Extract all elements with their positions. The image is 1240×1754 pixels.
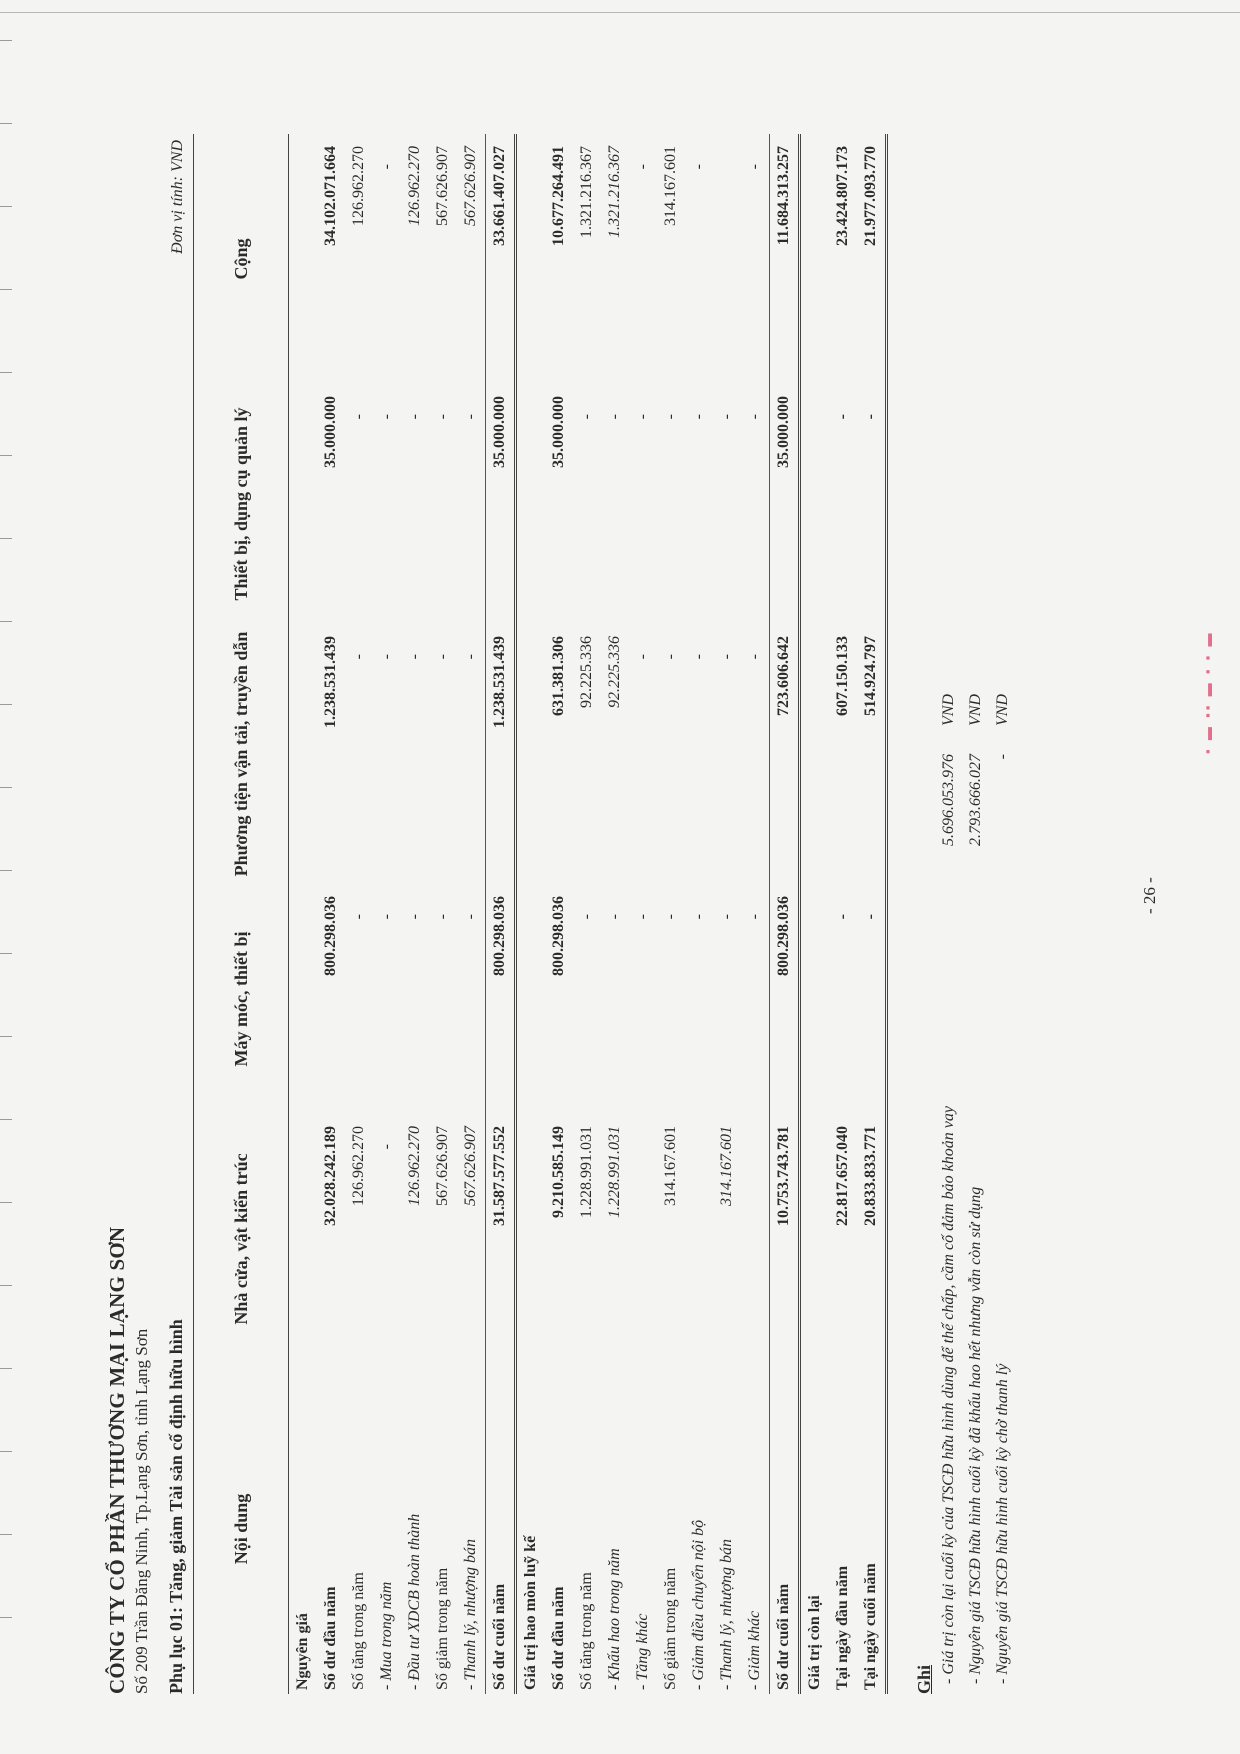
cell-value: - <box>662 414 679 420</box>
row-label: Số tăng trong năm <box>350 1572 367 1690</box>
cell-value: - <box>662 914 679 920</box>
row-label: - Tăng khác <box>634 1613 651 1690</box>
note-text: - Giá trị còn lại cuối kỳ của TSCĐ hữu hình dùng để thế chấp, cầm cố đảm bảo khoản vay <box>939 1106 957 1684</box>
cell-value: 514.924.797 <box>857 624 887 884</box>
cell-value: 126.962.270 <box>406 1126 423 1206</box>
row-label: Số tăng trong năm <box>578 1572 595 1690</box>
cell-value: - <box>690 414 707 420</box>
cell-value <box>289 134 318 384</box>
cell-value: - <box>606 914 623 920</box>
note-text: - Nguyên giá TSCĐ hữu hình cuối kỳ chờ thanh lý <box>993 1363 1011 1684</box>
cell-value: - <box>746 164 763 170</box>
notes-title: Ghi <box>914 1664 934 1694</box>
cell-value <box>741 1114 770 1364</box>
table-section-row <box>289 134 318 1694</box>
cell-value: - <box>690 914 707 920</box>
col-header-office-equipment: Thiết bị, dụng cụ quản lý <box>194 384 289 624</box>
row-label: Nguyên giá <box>294 1613 311 1690</box>
row-label: Tại ngày cuối năm <box>857 1364 887 1694</box>
table-row <box>317 134 345 1694</box>
cell-value <box>800 384 830 624</box>
row-label: - Thanh lý, nhượng bán <box>718 1538 735 1690</box>
cell-value: 631.381.306 <box>550 636 567 716</box>
cell-value: - <box>350 654 367 660</box>
cell-value: 21.977.093.770 <box>857 134 887 384</box>
cell-value <box>289 1114 318 1364</box>
cell-value: 314.167.601 <box>662 1126 679 1206</box>
cell-value: - <box>578 914 595 920</box>
table-row <box>741 134 770 1694</box>
table-row <box>629 134 657 1694</box>
cell-value: - <box>634 164 651 170</box>
cell-value <box>629 1114 657 1364</box>
cell-value: - <box>857 384 887 624</box>
cell-value: - <box>746 654 763 660</box>
cell-value: - <box>406 654 423 660</box>
cell-value: 126.962.270 <box>406 146 423 226</box>
cell-value: - <box>634 654 651 660</box>
table-row <box>601 134 629 1694</box>
cell-value: 34.102.071.664 <box>322 146 339 246</box>
row-label: Giá trị còn lại <box>806 1595 823 1690</box>
cell-value: 800.298.036 <box>770 884 800 1114</box>
cell-value: - <box>434 414 451 420</box>
note-value: - <box>993 754 1011 760</box>
cell-value: - <box>662 654 679 660</box>
row-label: Giá trị hao mòn luỹ kế <box>522 1535 539 1690</box>
cell-value: - <box>834 914 851 920</box>
table-section-row <box>516 134 546 1694</box>
cell-value <box>800 134 830 384</box>
cell-value: - <box>350 914 367 920</box>
cell-value: 607.150.133 <box>834 636 851 716</box>
table-row <box>457 134 486 1694</box>
page-content <box>105 134 1016 1694</box>
cell-value: 35.000.000 <box>322 396 339 468</box>
note-value: 2.793.666.027 <box>966 754 984 846</box>
cell-value: 92.225.336 <box>606 636 623 708</box>
note-unit: VND <box>993 694 1011 726</box>
row-label: - Giảm điều chuyển nội bộ <box>690 1519 707 1690</box>
cell-value: 92.225.336 <box>578 636 595 708</box>
cell-value <box>800 624 830 884</box>
appendix-title: Phụ lục 01: Tăng, giảm Tài sản cố định hữu hình <box>166 1319 186 1694</box>
cell-value <box>685 1114 713 1364</box>
note-row <box>935 134 962 1694</box>
cell-value: 1.228.991.031 <box>606 1126 623 1218</box>
col-header-vehicles: Phương tiện vận tải, truyền dẫn <box>194 624 289 884</box>
cell-value: - <box>462 654 479 660</box>
cell-value: 800.298.036 <box>486 884 516 1114</box>
notes-section <box>914 134 1016 1694</box>
table-row <box>345 134 373 1694</box>
cell-value: - <box>606 414 623 420</box>
cell-value: - <box>378 654 395 660</box>
fixed-assets-table <box>193 134 888 1694</box>
cell-value <box>289 384 318 624</box>
row-label: Tại ngày đầu năm <box>834 1565 851 1690</box>
table-body <box>289 134 887 1694</box>
table-row <box>685 134 713 1694</box>
cell-value: - <box>634 414 651 420</box>
table-row <box>713 134 741 1694</box>
cell-value: 567.626.907 <box>434 1126 451 1206</box>
cell-value <box>713 134 741 384</box>
table-row <box>829 134 857 1694</box>
cell-value: 10.677.264.491 <box>550 146 567 246</box>
cell-value: - <box>746 414 763 420</box>
cell-value: - <box>690 164 707 170</box>
cell-value: 35.000.000 <box>486 384 516 624</box>
table-header-row <box>194 134 289 1694</box>
row-label: - Đầu tư XDCB hoàn thành <box>406 1513 423 1690</box>
row-label: Số dư cuối năm <box>486 1364 516 1694</box>
note-row <box>962 134 989 1694</box>
table-row <box>486 134 516 1694</box>
cell-value: - <box>434 914 451 920</box>
cell-value: - <box>718 414 735 420</box>
cell-value: 9.210.585.149 <box>550 1126 567 1218</box>
table-row <box>401 134 429 1694</box>
cell-value <box>289 624 318 884</box>
cell-value: 22.817.657.040 <box>834 1126 851 1226</box>
cell-value: - <box>718 914 735 920</box>
table-row <box>429 134 457 1694</box>
cell-value: 126.962.270 <box>350 1126 367 1206</box>
col-header-buildings: Nhà cửa, vật kiến trúc <box>194 1114 289 1364</box>
table-row <box>545 134 573 1694</box>
row-label: Số dư đầu năm <box>322 1586 339 1690</box>
cell-value <box>289 884 318 1114</box>
cell-value: - <box>406 414 423 420</box>
cell-value: 126.962.270 <box>350 146 367 226</box>
cell-value: 31.587.577.552 <box>486 1114 516 1364</box>
table-row <box>657 134 685 1694</box>
cell-value: 567.626.907 <box>462 146 479 226</box>
cell-value: 800.298.036 <box>550 896 567 976</box>
cell-value: 33.661.407.027 <box>486 134 516 384</box>
col-header-total: Cộng <box>194 134 289 384</box>
row-label: Số giảm trong năm <box>434 1567 451 1690</box>
cell-value: - <box>462 914 479 920</box>
row-label: - Mua trong năm <box>378 1581 395 1690</box>
cell-value: 20.833.833.771 <box>857 1114 887 1364</box>
cell-value <box>516 884 546 1114</box>
cell-value <box>800 884 830 1114</box>
page-number: - 26 - <box>1140 877 1159 914</box>
col-header-machinery: Máy móc, thiết bị <box>194 884 289 1114</box>
cell-value: - <box>634 914 651 920</box>
table-row <box>573 134 601 1694</box>
row-label: Số dư cuối năm <box>770 1364 800 1694</box>
cell-value: - <box>378 414 395 420</box>
cell-value: 1.321.216.367 <box>578 146 595 238</box>
cell-value: - <box>462 414 479 420</box>
cell-value: 723.606.642 <box>770 624 800 884</box>
cell-value <box>800 1114 830 1364</box>
cell-value: 1.321.216.367 <box>606 146 623 238</box>
cell-value: 1.228.991.031 <box>578 1126 595 1218</box>
cell-value: 800.298.036 <box>322 896 339 976</box>
company-name: CÔNG TY CỔ PHẦN THƯƠNG MẠI LẠNG SƠN <box>105 1226 129 1694</box>
cell-value: - <box>434 654 451 660</box>
cell-value: - <box>350 414 367 420</box>
cell-value: - <box>718 654 735 660</box>
table-row <box>857 134 887 1694</box>
table-row <box>770 134 800 1694</box>
cell-value: 32.028.242.189 <box>322 1126 339 1226</box>
cell-value <box>516 384 546 624</box>
cell-value: 11.684.313.257 <box>770 134 800 384</box>
row-label: - Khấu hao trong năm <box>606 1548 623 1690</box>
row-label: Số giảm trong năm <box>662 1567 679 1690</box>
company-address: Số 209 Trần Đăng Ninh, Tp.Lạng Sơn, tỉnh Lạng Sơn <box>132 1328 151 1694</box>
unit-note: Đơn vị tính: VND <box>169 140 186 254</box>
cell-value: - <box>578 414 595 420</box>
row-label: - Giảm khác <box>746 1610 763 1690</box>
cell-value: - <box>378 914 395 920</box>
note-unit: VND <box>939 694 957 726</box>
cell-value <box>516 1114 546 1364</box>
note-value: 5.696.053.976 <box>939 754 957 846</box>
cell-value: - <box>857 884 887 1114</box>
row-label: Số dư đầu năm <box>550 1586 567 1690</box>
note-text: - Nguyên giá TSCĐ hữu hình cuối kỳ đã khấu hao hết nhưng vẫn còn sử dụng <box>966 1186 984 1684</box>
cell-value: 567.626.907 <box>462 1126 479 1206</box>
cell-value: - <box>834 414 851 420</box>
cell-value: - <box>746 914 763 920</box>
note-unit: VND <box>966 694 984 726</box>
table-row <box>373 134 401 1694</box>
cell-value: - <box>378 1144 395 1150</box>
cell-value: 23.424.807.173 <box>834 146 851 246</box>
cell-value: 1.238.531.439 <box>486 624 516 884</box>
cell-value: - <box>378 164 395 170</box>
cell-value: - <box>690 654 707 660</box>
col-header-content: Nội dung <box>194 1364 289 1694</box>
cell-value: 314.167.601 <box>662 146 679 226</box>
cell-value: 35.000.000 <box>550 396 567 468</box>
cell-value: - <box>406 914 423 920</box>
red-stamp-mark: ▪ ▬ ▪▪ ▬ ▪ ▪ ▬ <box>1200 630 1215 754</box>
cell-value <box>516 624 546 884</box>
title-row <box>166 134 187 1694</box>
table-section-row <box>800 134 830 1694</box>
cell-value: 567.626.907 <box>434 146 451 226</box>
cell-value: 35.000.000 <box>770 384 800 624</box>
cell-value: 10.753.743.781 <box>770 1114 800 1364</box>
cell-value: 1.238.531.439 <box>322 636 339 728</box>
note-row <box>989 134 1016 1694</box>
cell-value <box>516 134 546 384</box>
row-label: - Thanh lý, nhượng bán <box>462 1538 479 1690</box>
cell-value: 314.167.601 <box>718 1126 735 1206</box>
